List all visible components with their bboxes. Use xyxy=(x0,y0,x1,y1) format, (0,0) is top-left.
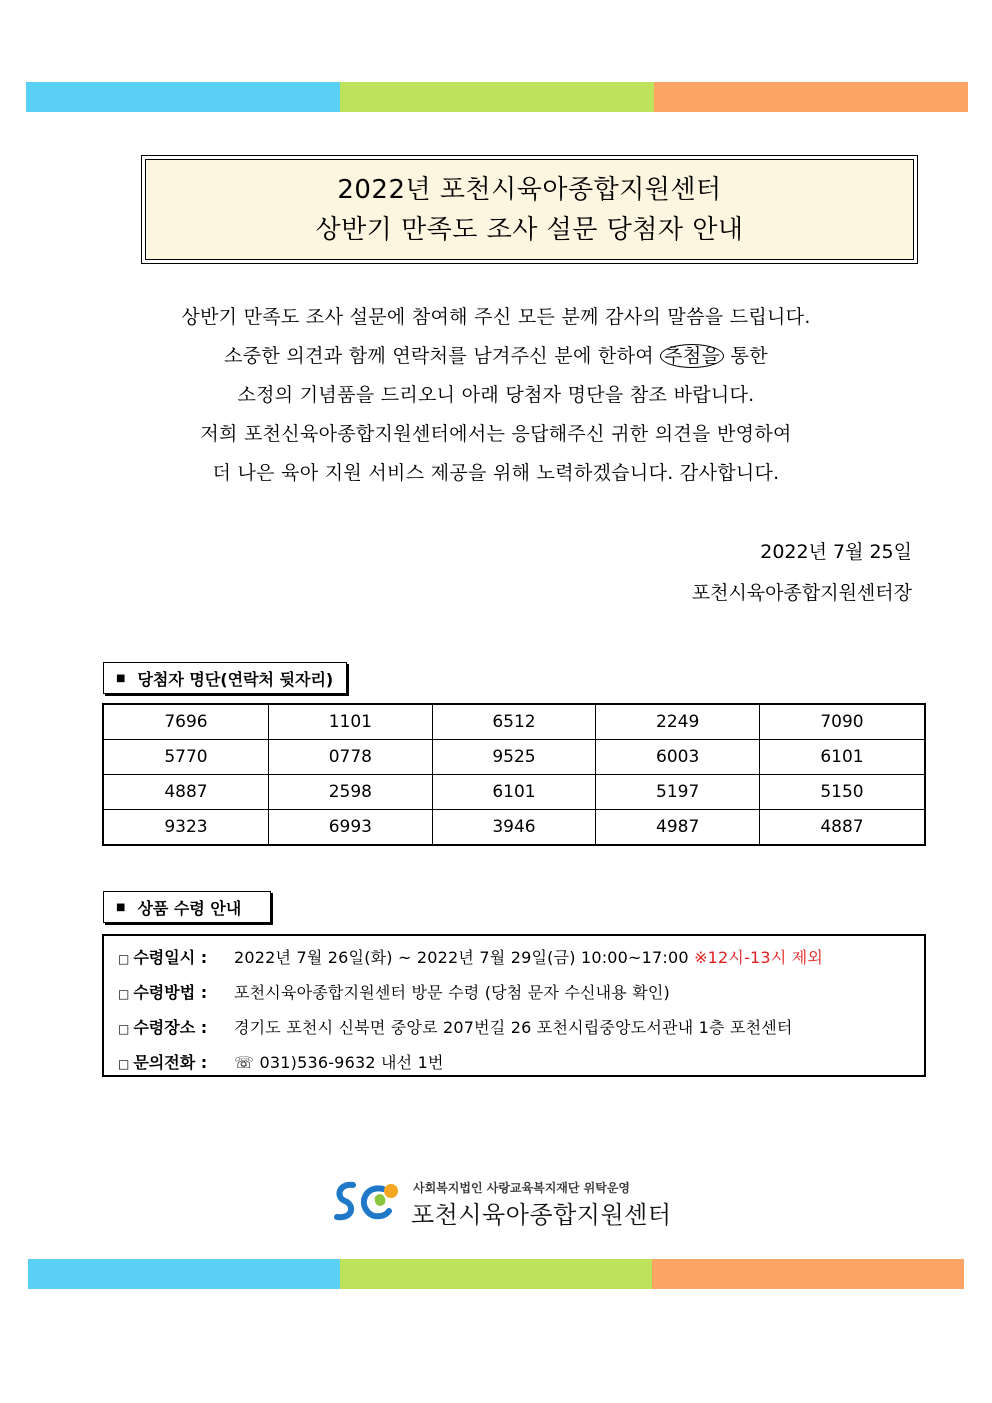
intro-text xyxy=(100,298,892,493)
box-bullet-icon: □ xyxy=(118,952,130,966)
table-cell: 9525 xyxy=(432,740,596,775)
logo-subtitle: 사회복지법인 사랑교육복지재단 위탁운영 xyxy=(413,1181,631,1195)
table-cell: 0778 xyxy=(269,740,433,775)
title-line-1: 2022년 포천시육아종합지원센터 xyxy=(337,174,722,205)
bottom-color-bar xyxy=(28,1259,964,1289)
table-cell: 6993 xyxy=(269,810,433,846)
info-value: ☏ 031)536-9632 내선 1번 xyxy=(234,1053,444,1072)
info-row-method xyxy=(118,976,910,1011)
intro-line-5: 더 나은 육아 지원 서비스 제공을 위해 노력하겠습니다. 감사합니다. xyxy=(212,462,780,484)
bar-segment-green xyxy=(340,1259,652,1289)
table-row xyxy=(103,775,925,810)
info-key xyxy=(118,976,234,1011)
exclusion-note: ※12시-13시 제외 xyxy=(694,948,824,967)
info-key xyxy=(118,941,234,976)
prize-label-text: 상품 수령 안내 xyxy=(137,898,242,918)
intro-line-1: 상반기 만족도 조사 설문에 참여해 주신 모든 분께 감사의 말씀을 드립니다. xyxy=(181,306,811,328)
info-key-text: 수령방법 : xyxy=(133,983,208,1002)
top-color-bar xyxy=(26,82,968,112)
box-bullet-icon: □ xyxy=(118,1057,130,1071)
logo-mark-icon xyxy=(331,1175,409,1227)
info-key-text: 수령장소 : xyxy=(133,1018,208,1037)
box-bullet-icon: □ xyxy=(118,987,130,1001)
title-inner xyxy=(145,159,914,260)
table-cell: 4987 xyxy=(596,810,760,846)
bar-segment-orange xyxy=(654,82,968,112)
prize-info-box xyxy=(102,934,926,1077)
table-cell: 9323 xyxy=(103,810,269,846)
table-cell: 4887 xyxy=(103,775,269,810)
title-line-2: 상반기 만족도 조사 설문 당첨자 안내 xyxy=(315,214,744,245)
intro-line-3: 소정의 기념품을 드리오니 아래 당첨자 명단을 참조 바랍니다. xyxy=(237,384,755,406)
intro-line-2-post: 통한 xyxy=(724,345,768,367)
table-cell: 3946 xyxy=(432,810,596,846)
circled-word: 추첨을 xyxy=(660,344,724,368)
signer: 포천시육아종합지원센터장 xyxy=(691,582,912,604)
winners-table xyxy=(102,703,926,846)
square-bullet-icon: ■ xyxy=(116,672,126,684)
table-cell: 6101 xyxy=(759,740,925,775)
table-cell: 7090 xyxy=(759,704,925,740)
info-key-text: 수령일시 : xyxy=(133,948,208,967)
table-row xyxy=(103,810,925,846)
winners-section-label xyxy=(103,662,347,694)
info-row-date xyxy=(118,941,910,976)
intro-line-2 xyxy=(100,337,892,376)
bar-segment-blue xyxy=(28,1259,340,1289)
center-logo xyxy=(331,1175,671,1230)
info-key-text: 문의전화 : xyxy=(133,1053,208,1072)
title-box xyxy=(141,155,918,264)
winners-label-text: 당첨자 명단(연락처 뒷자리) xyxy=(137,669,334,689)
info-value: 포천시육아종합지원센터 방문 수령 (당첨 문자 수신내용 확인) xyxy=(234,983,671,1002)
prize-section-label xyxy=(103,891,271,923)
info-row-phone xyxy=(118,1046,910,1081)
info-value-text: 2022년 7월 26일(화) ~ 2022년 7월 29일(금) 10:00~17:00 xyxy=(234,948,695,967)
bar-segment-green xyxy=(340,82,654,112)
table-row xyxy=(103,704,925,740)
table-cell: 4887 xyxy=(759,810,925,846)
table-cell: 2249 xyxy=(596,704,760,740)
table-cell: 5150 xyxy=(759,775,925,810)
box-bullet-icon: □ xyxy=(118,1022,130,1036)
intro-line-2-pre: 소중한 의견과 함께 연락처를 남겨주신 분에 한하여 xyxy=(224,345,661,367)
table-cell: 6003 xyxy=(596,740,760,775)
document-date: 2022년 7월 25일 xyxy=(760,541,912,563)
table-cell: 7696 xyxy=(103,704,269,740)
info-key xyxy=(118,1046,234,1081)
table-cell: 5770 xyxy=(103,740,269,775)
info-key xyxy=(118,1011,234,1046)
table-cell: 1101 xyxy=(269,704,433,740)
table-cell: 6101 xyxy=(432,775,596,810)
table-row xyxy=(103,740,925,775)
intro-line-4: 저희 포천신육아종합지원센터에서는 응답해주신 귀한 의견을 반영하여 xyxy=(200,423,792,445)
logo-name: 포천시육아종합지원센터 xyxy=(411,1201,672,1229)
table-cell: 5197 xyxy=(596,775,760,810)
bar-segment-orange xyxy=(652,1259,964,1289)
info-value: 경기도 포천시 신북면 중앙로 207번길 26 포천시립중앙도서관내 1층 포천센터 xyxy=(234,1018,793,1037)
table-cell: 6512 xyxy=(432,704,596,740)
bar-segment-blue xyxy=(26,82,340,112)
info-value xyxy=(234,941,823,976)
square-bullet-icon: ■ xyxy=(116,901,126,913)
table-cell: 2598 xyxy=(269,775,433,810)
info-row-place xyxy=(118,1011,910,1046)
